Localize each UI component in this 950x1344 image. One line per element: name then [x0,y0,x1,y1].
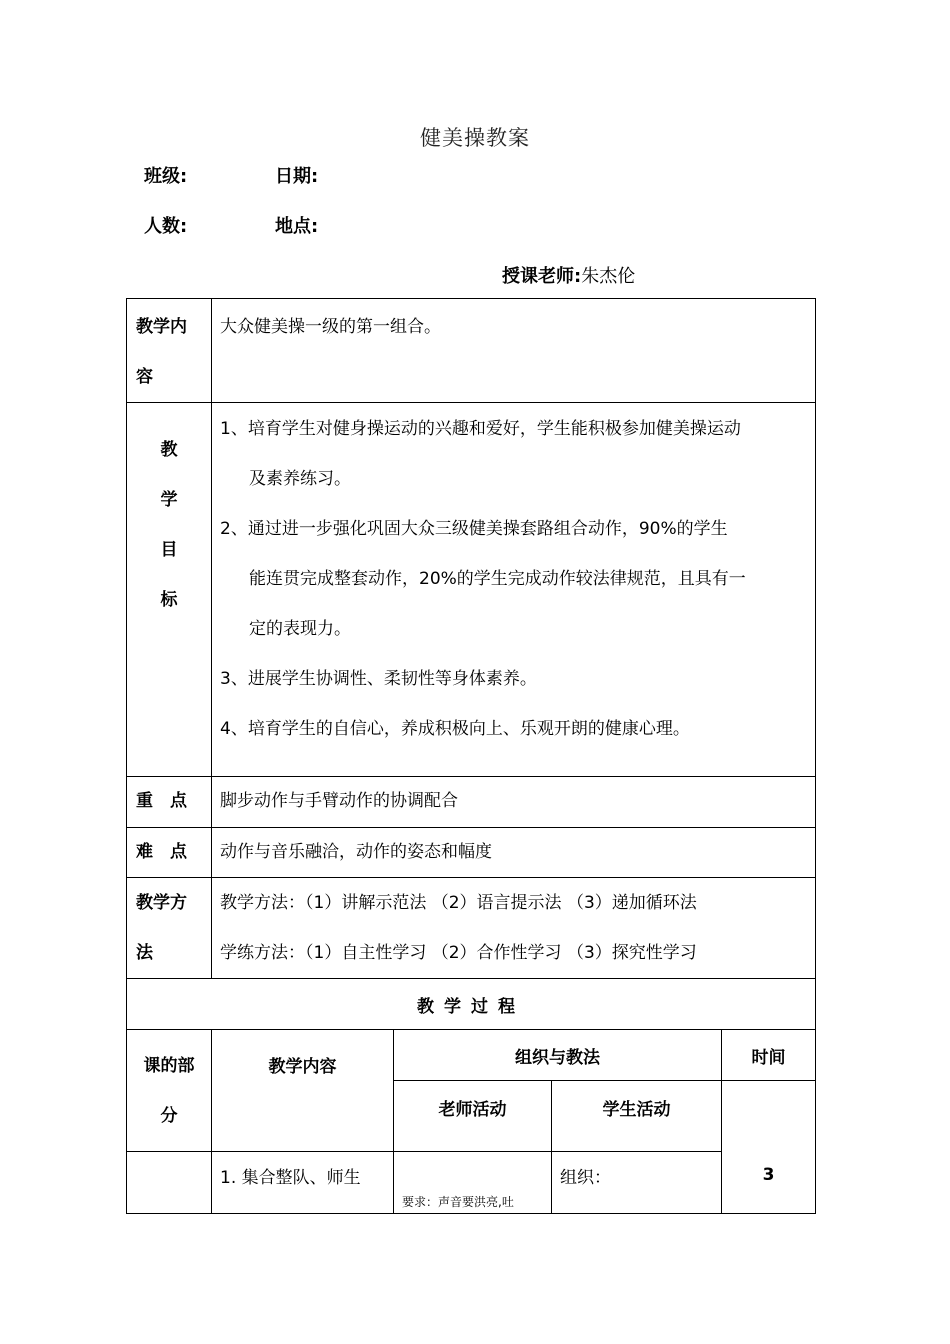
teacher-name: 朱杰伦 [581,266,636,287]
content-label-line1: 教学内 [136,317,187,337]
key-point-value: 脚步动作与手臂动作的协调配合 [212,777,816,828]
goals-label-char2: 学 [160,490,178,510]
process-title: 教学过程 [127,979,816,1030]
date-label: 日期: [275,166,319,187]
method-label-line2: 法 [136,943,153,963]
difficulty-row [127,828,816,878]
content-label-line2: 容 [136,367,153,387]
page-title: 健美操教案 [420,126,530,150]
teacher-label: 授课老师: [502,266,582,287]
goals-label-char3: 目 [160,540,178,560]
header-content: 教学内容 [212,1030,394,1152]
row1-content: 1. 集合整队、师生 [212,1152,394,1214]
goals-row [127,403,816,777]
table-row [127,1152,816,1214]
header-row-1 [127,1030,816,1081]
method-row [127,878,816,979]
goal-line-7: 4、培育学生的自信心，养成积极向上、乐观开朗的健康心理。 [220,719,690,739]
content-value-cell [212,299,816,403]
header-student-activity: 学生活动 [552,1081,722,1152]
teacher-line [502,262,635,288]
header-section-line2: 分 [160,1105,178,1126]
method-teaching: 教学方法：（1）讲解示范法 （2）语言提示法 （3）递加循环法 [220,893,697,913]
key-point-label: 重 点 [127,777,212,828]
goal-line-5: 定的表现力。 [249,619,351,639]
row1-teacher-cell [394,1152,552,1214]
goals-label-char4: 标 [160,590,178,610]
goals-label-char1: 教 [160,440,178,460]
difficulty-label: 难 点 [127,828,212,878]
row1-teacher-note: 要求：声音要洪亮,吐 [402,1195,514,1209]
row1-student: 组织： [552,1152,722,1214]
key-point-row [127,777,816,828]
header-organization: 组织与教法 [394,1030,722,1081]
class-label: 班级: [144,166,188,187]
method-label-line1: 教学方 [136,893,187,913]
content-row [127,299,816,403]
place-label: 地点: [275,216,319,237]
goal-line-3: 2、通过进一步强化巩固大众三级健美操套路组合动作，90%的学生 [220,519,728,539]
difficulty-value: 动作与音乐融洽，动作的姿态和幅度 [212,828,816,878]
content-value: 大众健美操一级的第一组合。 [220,317,441,337]
header-section-cell [127,1030,212,1152]
goal-line-2: 及素养练习。 [249,469,351,489]
method-label-cell [127,878,212,979]
method-value-cell [212,878,816,979]
lesson-plan-table [126,298,816,1214]
content-label-cell [127,299,212,403]
goals-value-cell [212,403,816,777]
goals-label-cell [127,403,212,777]
header-teacher-activity: 老师活动 [394,1081,552,1152]
header-time: 时间 [722,1030,816,1081]
goal-line-1: 1、培育学生对健身操运动的兴趣和爱好，学生能积极参加健美操运动 [220,419,741,439]
row1-section [127,1152,212,1214]
goal-line-6: 3、进展学生协调性、柔韧性等身体素养。 [220,669,537,689]
method-learning: 学练方法：（1）自主性学习 （2）合作性学习 （3）探究性学习 [220,943,697,963]
row1-time: 3 [722,1081,816,1214]
process-title-row [127,979,816,1030]
goal-line-4: 能连贯完成整套动作，20%的学生完成动作较法律规范，且具有一 [249,569,746,589]
header-section-line1: 课的部 [143,1055,195,1076]
count-label: 人数: [144,216,188,237]
